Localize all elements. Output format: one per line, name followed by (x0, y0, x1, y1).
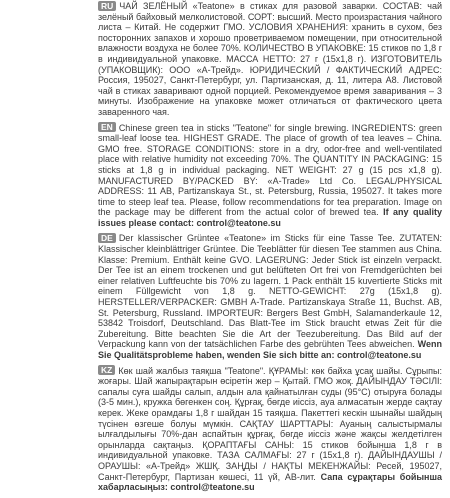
section-ru-paragraph (98, 1, 442, 118)
section-de-contact: Wenn Sie Qualitätsprobleme haben, wenden Sie sich bitte an: control@teatone.su (98, 339, 442, 360)
section-de (98, 233, 442, 360)
lang-badge-en: EN (98, 122, 116, 132)
section-en (98, 123, 442, 229)
lang-badge-de: DE (98, 233, 116, 243)
section-ru (98, 1, 442, 118)
lang-badge-ru: RU (98, 1, 116, 11)
section-kz-text: Көк шай жалбыз таяқша "Teatone". ҚҰРАМЫ: көк байха ұсақ шайы. Сұрыпы: жоғары. Шай жапырақтарын өсіретін жер – Қытай. ГМО жоқ. ДАЙЫНДАУ ТӘСІЛІ: сапалы суға шайды салып, алдын ала қайнатылған суды (95°С) отыруға болады (3-5 мин.), кружка бөгенкен соң. Құрғақ, бөгде иіссіз, ауа алмасатын жерде сақтау керек. Жеке орамдағы 1,8 г шайдан 15 таяқша. Пакеттегі кескін шынайы шайдың түсінен өзгеше болуы мүмкін. САҚТАУ ШАРТТАРЫ: Ауаның салыстырмалы ылғалдылығы 70%-дан аспайтын құрғақ, бөгде иіссіз және жақсы желдетілген орынларда сақтаңыз. ҚОРАПТАҒЫ САНЫ: 15 стиков бойынша 1,8 г в индивидуальной упаковке. ТАЗА САЛМАҒЫ: 27 г (15х1,8 г). ДАЙЫНДАУШЫ / ОРАУШЫ: «А-Трейд» ЖШҚ. ЗАҢДЫ / НАҚТЫ МЕКЕНЖАЙЫ: Ресей, 195027, Санкт-Петербург, Партизан көшесі, 11 үй, АВ-лит. (98, 365, 442, 482)
section-de-paragraph (98, 233, 442, 360)
section-en-paragraph (98, 123, 442, 229)
section-en-contact: If any quality issues please contact: control@teatone.su (98, 207, 442, 228)
section-kz-paragraph (98, 366, 442, 493)
section-de-text: Der klassischer Grüntee «Teatone» im Sticks für eine Tasse Tee. ZUTATEN: Klassischer kleinblättriger Grüntee. Die Teeblätter für diesen Tee stammen aus China. Klasse: Premium. Enthält keine GVO. LAGERUNG: Jeder Stick ist einzeln verpackt. Der Tee ist an einem trockenen und gut belüfteten Ort frei von Fremdgerüchten bei einer relativen Luftfeuchte bis 70% zu lagern. 1 Pack enthält 15 kuvertierte Sticks mit einem Füllgewicht von 1,8 g. NETTO-GEWICHT: 27g (15x1,8 g). HERSTELLER/VERPACKER: GMBH A-Trade. Partizanskaya Straße 11, Buchst. AB, St. Petersburg, Russland. IMPORTEUR: Bergers Best GmbH, Salamanderkaule 12, 53842 Troisdorf, Deutschland. Das Blatt-Tee im Stick braucht etwas Zeit für die Zubereitung. Bitte beachten Sie die Art der Teezubereitung. Das Bild auf der Verpackung kann von der tatsächlichen Farbe des gebrühten Tees abweichen. (98, 233, 442, 350)
section-kz-contact: Сапа сұрақтары бойынша хабарласыңыз: control@teatone.su (98, 471, 442, 493)
section-kz (98, 366, 442, 493)
lang-badge-kz: KZ (98, 365, 115, 375)
label-text-block (98, 0, 442, 498)
section-ru-text: ЧАЙ ЗЕЛЁНЫЙ «Teatone» в стиках для разовой заварки. СОСТАВ: чай зелёный байховый мелколистовой. СОРТ: высший. Место произрастания чайного листа – Китай. Не содержит ГМО. УСЛОВИЯ ХРАНЕНИЯ: хранить в сухом, без посторонних запахов и хорошо проветриваемом помещении, при относительной влажности воздуха не более 70%. КОЛИЧЕСТВО В УПАКОВКЕ: 15 стиков по 1,8 г в индивидуальной упаковке. МАССА НЕТТО: 27 г (15х1,8 г). ИЗГОТОВИТЕЛЬ (УПАКОВЩИК): ООО «А-Трейд». ЮРИДИЧЕСКИЙ / ФАКТИЧЕСКИЙ АДРЕС: Россия, 195027, Санкт-Петербург, ул. Партизанская, д. 11, литера А8. Листовой чай в стиках заваривают одной порцией. Рекомендуемое время заваривания – 3 минуты. Изображение на упаковке может отличаться от фактического цвета заваренного чая. (98, 1, 442, 117)
section-en-text: Chinese green tea in sticks "Teatone" for single brewing. INGREDIENTS: green small-leaf loose tea. HIGHEST GRADE. The place of growth of tea leaves – China. GMO free. STORAGE CONDITIONS: store in a dry, odor-free and well-ventilated place with relative humidity not exceeding 70%. The QUANTITY IN PACKAGING: 15 sticks at 1,8 g in individual packaging. NET WEIGHT: 27 g (15 pcs x1,8 g). MANUFACTURED BY/PACKED BY: «A-Trade» Ltd Co. LEGAL/PHYSICAL ADDRESS: 11 AB, Partizanskaya St., st. Petersburg, Russia, 195027. It takes more time to steep leaf tea. Please, follow recommendations for tea preparation. Image on the package may be different from the actual color of brewed tea. (98, 122, 442, 218)
